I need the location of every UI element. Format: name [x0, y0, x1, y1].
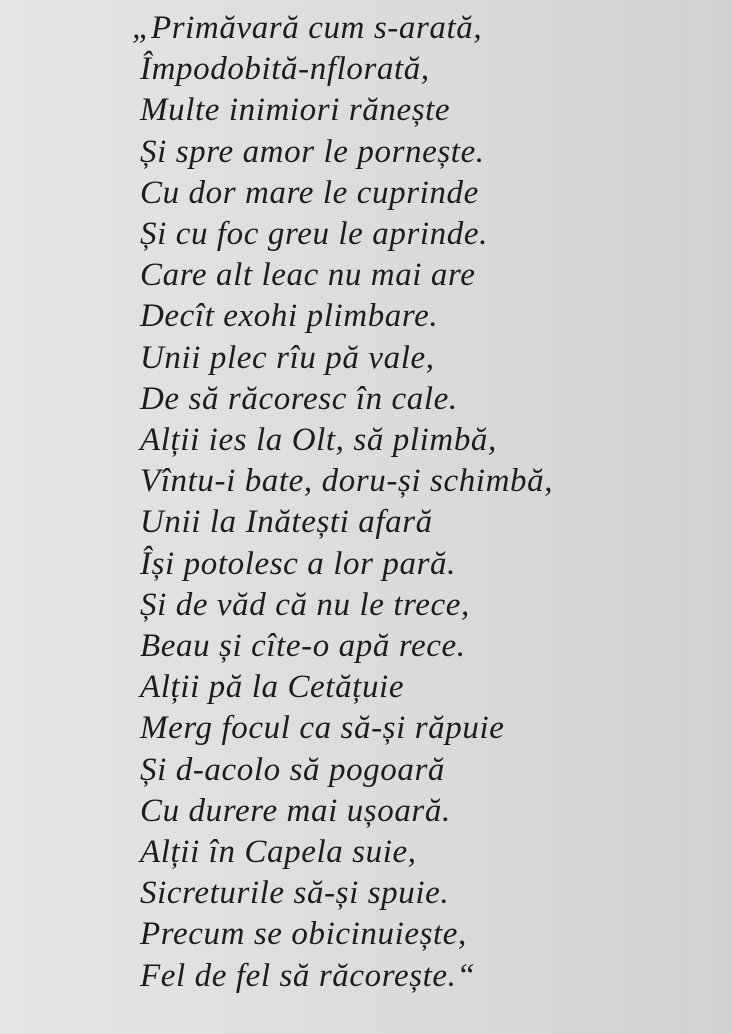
poem-line: Fel de fel să răcorește.“ [140, 957, 476, 994]
poem-line: Unii la Inătești afară [140, 504, 433, 541]
poem-line: Își potolesc a lor pară. [140, 545, 456, 582]
poem-line: Cu dor mare le cuprinde [140, 174, 479, 211]
poem-line: Precum se obicinuiește, [140, 916, 467, 953]
poem-line: Care alt leac nu mai are [140, 257, 476, 294]
poem [132, 8, 692, 997]
poem-line: Merg focul ca să-și răpuie [140, 710, 505, 747]
poem-line: Decît exohi plimbare. [140, 298, 439, 335]
poem-line: Împodobită-nflorată, [140, 51, 430, 88]
poem-line: Și cu foc greu le aprinde. [140, 216, 488, 253]
poem-line: Alții în Capela suie, [140, 834, 417, 871]
poem-line: Sicreturile să-și spuie. [140, 875, 450, 912]
poem-line: Alții pă la Cetățuie [140, 669, 405, 706]
poem-line: Beau și cîte-o apă rece. [140, 628, 466, 665]
poem-line: Și d-acolo să pogoară [140, 751, 446, 788]
poem-line: De să răcoresc în cale. [140, 380, 458, 417]
poem-line: Multe inimiori rănește [140, 92, 451, 129]
poem-line: Vîntu-i bate, doru-și schimbă, [140, 463, 554, 500]
poem-line: Unii plec rîu pă vale, [140, 339, 435, 376]
poem-line: Alții ies la Olt, să plimbă, [140, 422, 497, 459]
poem-line: Și de văd că nu le trece, [140, 586, 470, 623]
poem-line: Și spre amor le pornește. [140, 133, 485, 170]
poem-line: Cu durere mai ușoară. [140, 792, 451, 829]
poem-line: „Primăvară cum s-arată, [132, 10, 483, 46]
